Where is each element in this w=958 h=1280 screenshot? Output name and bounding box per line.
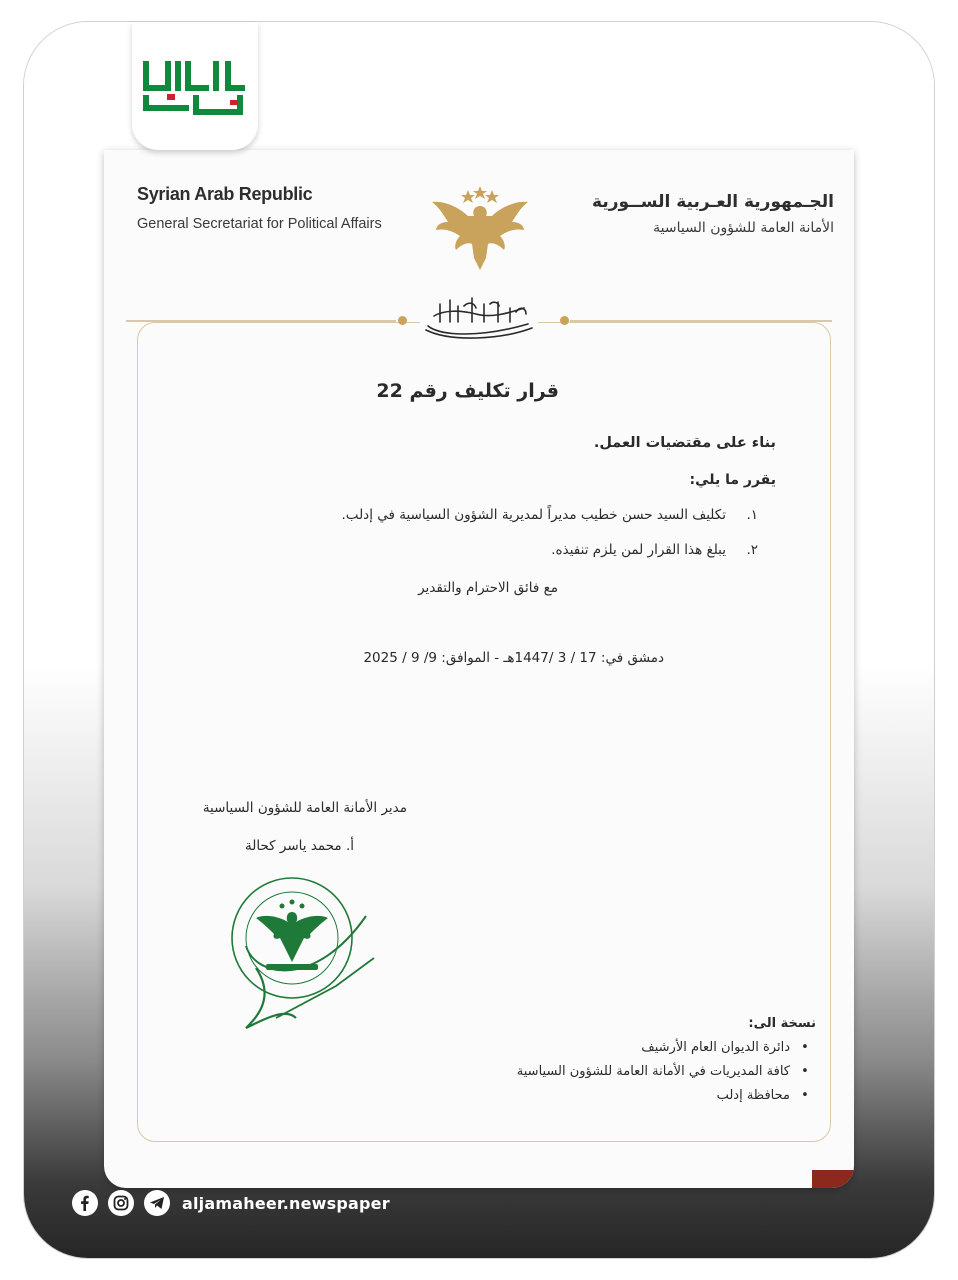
signatory-name: أ. محمد ياسر كحالة <box>245 838 354 854</box>
copy-item-text: دائرة الديوان العام الأرشيف <box>641 1040 790 1055</box>
gold-divider-right <box>570 320 832 322</box>
gold-divider-left <box>126 320 396 322</box>
basmala-calligraphy-icon <box>420 292 538 342</box>
copy-item <box>641 1040 816 1055</box>
decision-item <box>551 542 758 558</box>
letterhead-english <box>137 184 382 232</box>
gold-dot-right <box>560 316 569 325</box>
telegram-icon[interactable] <box>144 1190 170 1216</box>
bullet-icon: • <box>801 1040 809 1055</box>
letterhead-ar-title: الجـمهورية العـربية الســورية <box>592 192 834 212</box>
copy-item-text: محافظة إدلب <box>716 1088 790 1103</box>
decision-item <box>342 507 758 523</box>
date-line: دمشق في: 17 / 3 /1447هـ - الموافق: 9/ 9 / 2025 <box>363 650 664 666</box>
intro-line: بناء على مقتضيات العمل. <box>593 435 776 451</box>
brand-logo <box>132 22 258 150</box>
item-text: يبلغ هذا القرار لمن يلزم تنفيذه. <box>551 542 726 558</box>
copy-item-text: كافة المديريات في الأمانة العامة للشؤون السياسية <box>516 1064 790 1079</box>
letterhead-arabic <box>592 192 834 236</box>
letterhead-ar-subtitle: الأمانة العامة للشؤون السياسية <box>653 220 834 236</box>
item-number: ١. <box>746 507 758 523</box>
eagle-emblem-icon <box>430 186 530 270</box>
copy-item <box>517 1064 816 1079</box>
instagram-icon[interactable] <box>108 1190 134 1216</box>
social-handle[interactable]: aljamaheer.newspaper <box>182 1193 390 1213</box>
letterhead-en-title: Syrian Arab Republic <box>137 184 313 204</box>
decision-title: قرار تكليف رقم 22 <box>376 380 559 402</box>
page-corner-accent <box>812 1170 854 1188</box>
bullet-icon: • <box>801 1064 809 1079</box>
item-number: ٢. <box>746 542 758 558</box>
jamaheer-logo-icon <box>142 56 248 118</box>
bullet-icon: • <box>801 1088 809 1103</box>
item-text: تكليف السيد حسن خطيب مديراً لمديرية الشؤون السياسية في إدلب. <box>341 507 726 523</box>
signatory-role: مدير الأمانة العامة للشؤون السياسية <box>202 800 407 816</box>
social-footer <box>72 1189 390 1217</box>
decides-line: يقرر ما يلي: <box>689 472 776 488</box>
regards-line: مع فائق الاحترام والتقدير <box>418 580 558 596</box>
official-stamp-icon <box>216 868 396 1038</box>
copies-heading: نسخة الى: <box>748 1016 816 1031</box>
gold-dot-left <box>398 316 407 325</box>
letterhead-en-subtitle: General Secretariat for Political Affairs <box>137 216 382 232</box>
facebook-icon[interactable] <box>72 1190 98 1216</box>
copy-item <box>717 1088 816 1103</box>
basmala-calligraphy <box>420 292 538 342</box>
document-page <box>104 150 854 1188</box>
